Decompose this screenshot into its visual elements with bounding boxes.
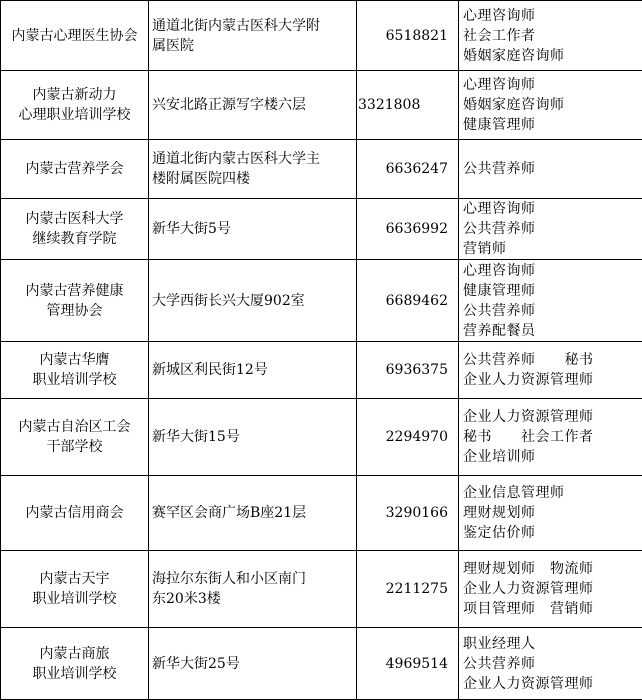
org-name-cell: 内蒙古心理医生协会 <box>1 1 149 71</box>
roles-cell: 公共营养师 <box>459 140 642 199</box>
address-cell: 海拉尔东街人和小区南门 东20米3楼 <box>149 551 357 628</box>
org-name-cell: 内蒙古新动力 心理职业培训学校 <box>1 71 149 140</box>
table-row <box>1 199 642 260</box>
table-row <box>1 342 642 399</box>
table-row <box>1 551 642 628</box>
address-cell: 通道北街内蒙古医科大学附 属医院 <box>149 1 357 71</box>
roles-cell: 企业人力资源管理师 秘书 社会工作者 企业培训师 <box>459 399 642 476</box>
roles-cell: 职业经理人 公共营养师 企业人力资源管理师 <box>459 628 642 700</box>
org-name-cell: 内蒙古营养健康 管理协会 <box>1 260 149 342</box>
roles-cell: 理财规划师 物流师 企业人力资源管理师 项目管理师 营销师 <box>459 551 642 628</box>
roles-cell: 心理咨询师 健康管理师 公共营养师 营养配餐员 <box>459 260 642 342</box>
table-row <box>1 260 642 342</box>
phone-cell: 6636992 <box>357 199 459 260</box>
address-cell: 新华大街25号 <box>149 628 357 700</box>
org-name-cell: 内蒙古医科大学 继续教育学院 <box>1 199 149 260</box>
roles-cell: 心理咨询师 公共营养师 营销师 <box>459 199 642 260</box>
table-row <box>1 1 642 71</box>
org-name-cell: 内蒙古商旅 职业培训学校 <box>1 628 149 700</box>
roles-cell: 公共营养师 秘书 企业人力资源管理师 <box>459 342 642 399</box>
org-name-cell: 内蒙古营养学会 <box>1 140 149 199</box>
table-row <box>1 399 642 476</box>
address-cell: 赛罕区会商广场B座21层 <box>149 476 357 551</box>
table-row <box>1 628 642 700</box>
phone-cell: 6936375 <box>357 342 459 399</box>
phone-cell: 4969514 <box>357 628 459 700</box>
phone-cell: 3290166 <box>357 476 459 551</box>
table-row <box>1 476 642 551</box>
org-name-cell: 内蒙古信用商会 <box>1 476 149 551</box>
roles-cell: 企业信息管理师 理财规划师 鉴定估价师 <box>459 476 642 551</box>
phone-cell: 2211275 <box>357 551 459 628</box>
phone-cell: 3321808 <box>357 71 459 140</box>
phone-cell: 6636247 <box>357 140 459 199</box>
address-cell: 兴安北路正源写字楼六层 <box>149 71 357 140</box>
table-row <box>1 71 642 140</box>
address-cell: 新城区利民街12号 <box>149 342 357 399</box>
address-cell: 新华大街15号 <box>149 399 357 476</box>
address-cell: 新华大街5号 <box>149 199 357 260</box>
roles-cell: 心理咨询师 婚姻家庭咨询师 健康管理师 <box>459 71 642 140</box>
phone-cell: 2294970 <box>357 399 459 476</box>
address-cell: 大学西街长兴大厦902室 <box>149 260 357 342</box>
org-name-cell: 内蒙古自治区工会 干部学校 <box>1 399 149 476</box>
phone-cell: 6518821 <box>357 1 459 71</box>
phone-cell: 6689462 <box>357 260 459 342</box>
table-row <box>1 140 642 199</box>
roles-cell: 心理咨询师 社会工作者 婚姻家庭咨询师 <box>459 1 642 71</box>
org-name-cell: 内蒙古天宇 职业培训学校 <box>1 551 149 628</box>
org-name-cell: 内蒙古华膺 职业培训学校 <box>1 342 149 399</box>
address-cell: 通道北街内蒙古医科大学主 楼附属医院四楼 <box>149 140 357 199</box>
